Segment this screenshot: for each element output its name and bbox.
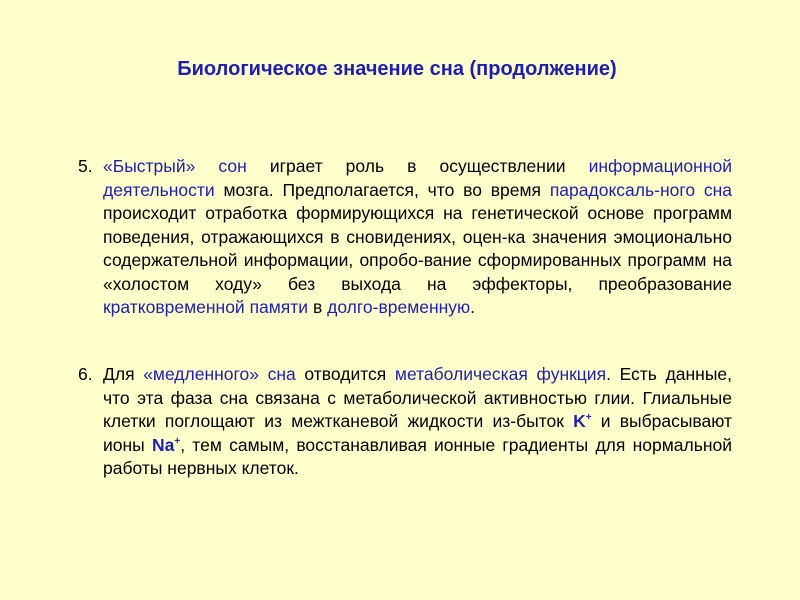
ion-symbol: Na bbox=[151, 434, 175, 455]
ion-sodium bbox=[152, 435, 180, 455]
list-item-6 bbox=[78, 363, 732, 481]
text-span: , тем самым, восстанавливая ионные градиенты для нормальной работы нервных клеток. bbox=[103, 434, 732, 478]
ion-charge: + bbox=[174, 435, 181, 447]
text-span: . bbox=[470, 297, 476, 317]
term-rem-sleep: «Быстрый» сон bbox=[103, 156, 247, 176]
term-information-activity: информационной деятельности bbox=[103, 156, 732, 200]
text-span: отводится bbox=[295, 364, 395, 384]
text-span: в bbox=[308, 297, 328, 317]
item-text bbox=[103, 155, 732, 320]
term-short-term-memory: кратковременной памяти bbox=[103, 297, 309, 317]
slide-title: Биологическое значение сна (продолжение) bbox=[177, 58, 617, 80]
term-slow-sleep: «медленного» сна bbox=[143, 364, 296, 384]
text-span: и выбрасывают ионы bbox=[103, 411, 732, 455]
text-span: играет роль в осуществлении bbox=[246, 156, 589, 176]
text-span: Для bbox=[103, 364, 144, 384]
text-span: происходит отработка формирующихся на генетической основе программ поведения, отражающихся в сновидениях, оцен-ка значения эмоционально содержательной информации, опробо-вание сформированных программ на «холостом ходу» без выхода на эффекторы, преобразование bbox=[103, 203, 732, 294]
text-span: . Есть данные, что эта фаза сна связана с метаболической активностью глии. Глиальные клетки поглощают из межтканевой жидкости из-быток bbox=[103, 364, 733, 431]
item-text bbox=[103, 363, 732, 481]
term-metabolic-function: метаболическая функция bbox=[394, 364, 607, 384]
term-long-term-memory: долго-временную bbox=[327, 297, 471, 317]
list-item-5 bbox=[78, 155, 732, 320]
text-span: мозга. Предполагается, что во время bbox=[214, 179, 550, 200]
ion-symbol: K bbox=[573, 411, 586, 431]
ion-potassium bbox=[573, 411, 591, 431]
item-number: 5. bbox=[78, 156, 93, 176]
ion-charge: + bbox=[585, 412, 592, 424]
item-number: 6. bbox=[78, 364, 93, 384]
term-paradoxical-sleep: парадоксаль-ного сна bbox=[549, 179, 733, 200]
